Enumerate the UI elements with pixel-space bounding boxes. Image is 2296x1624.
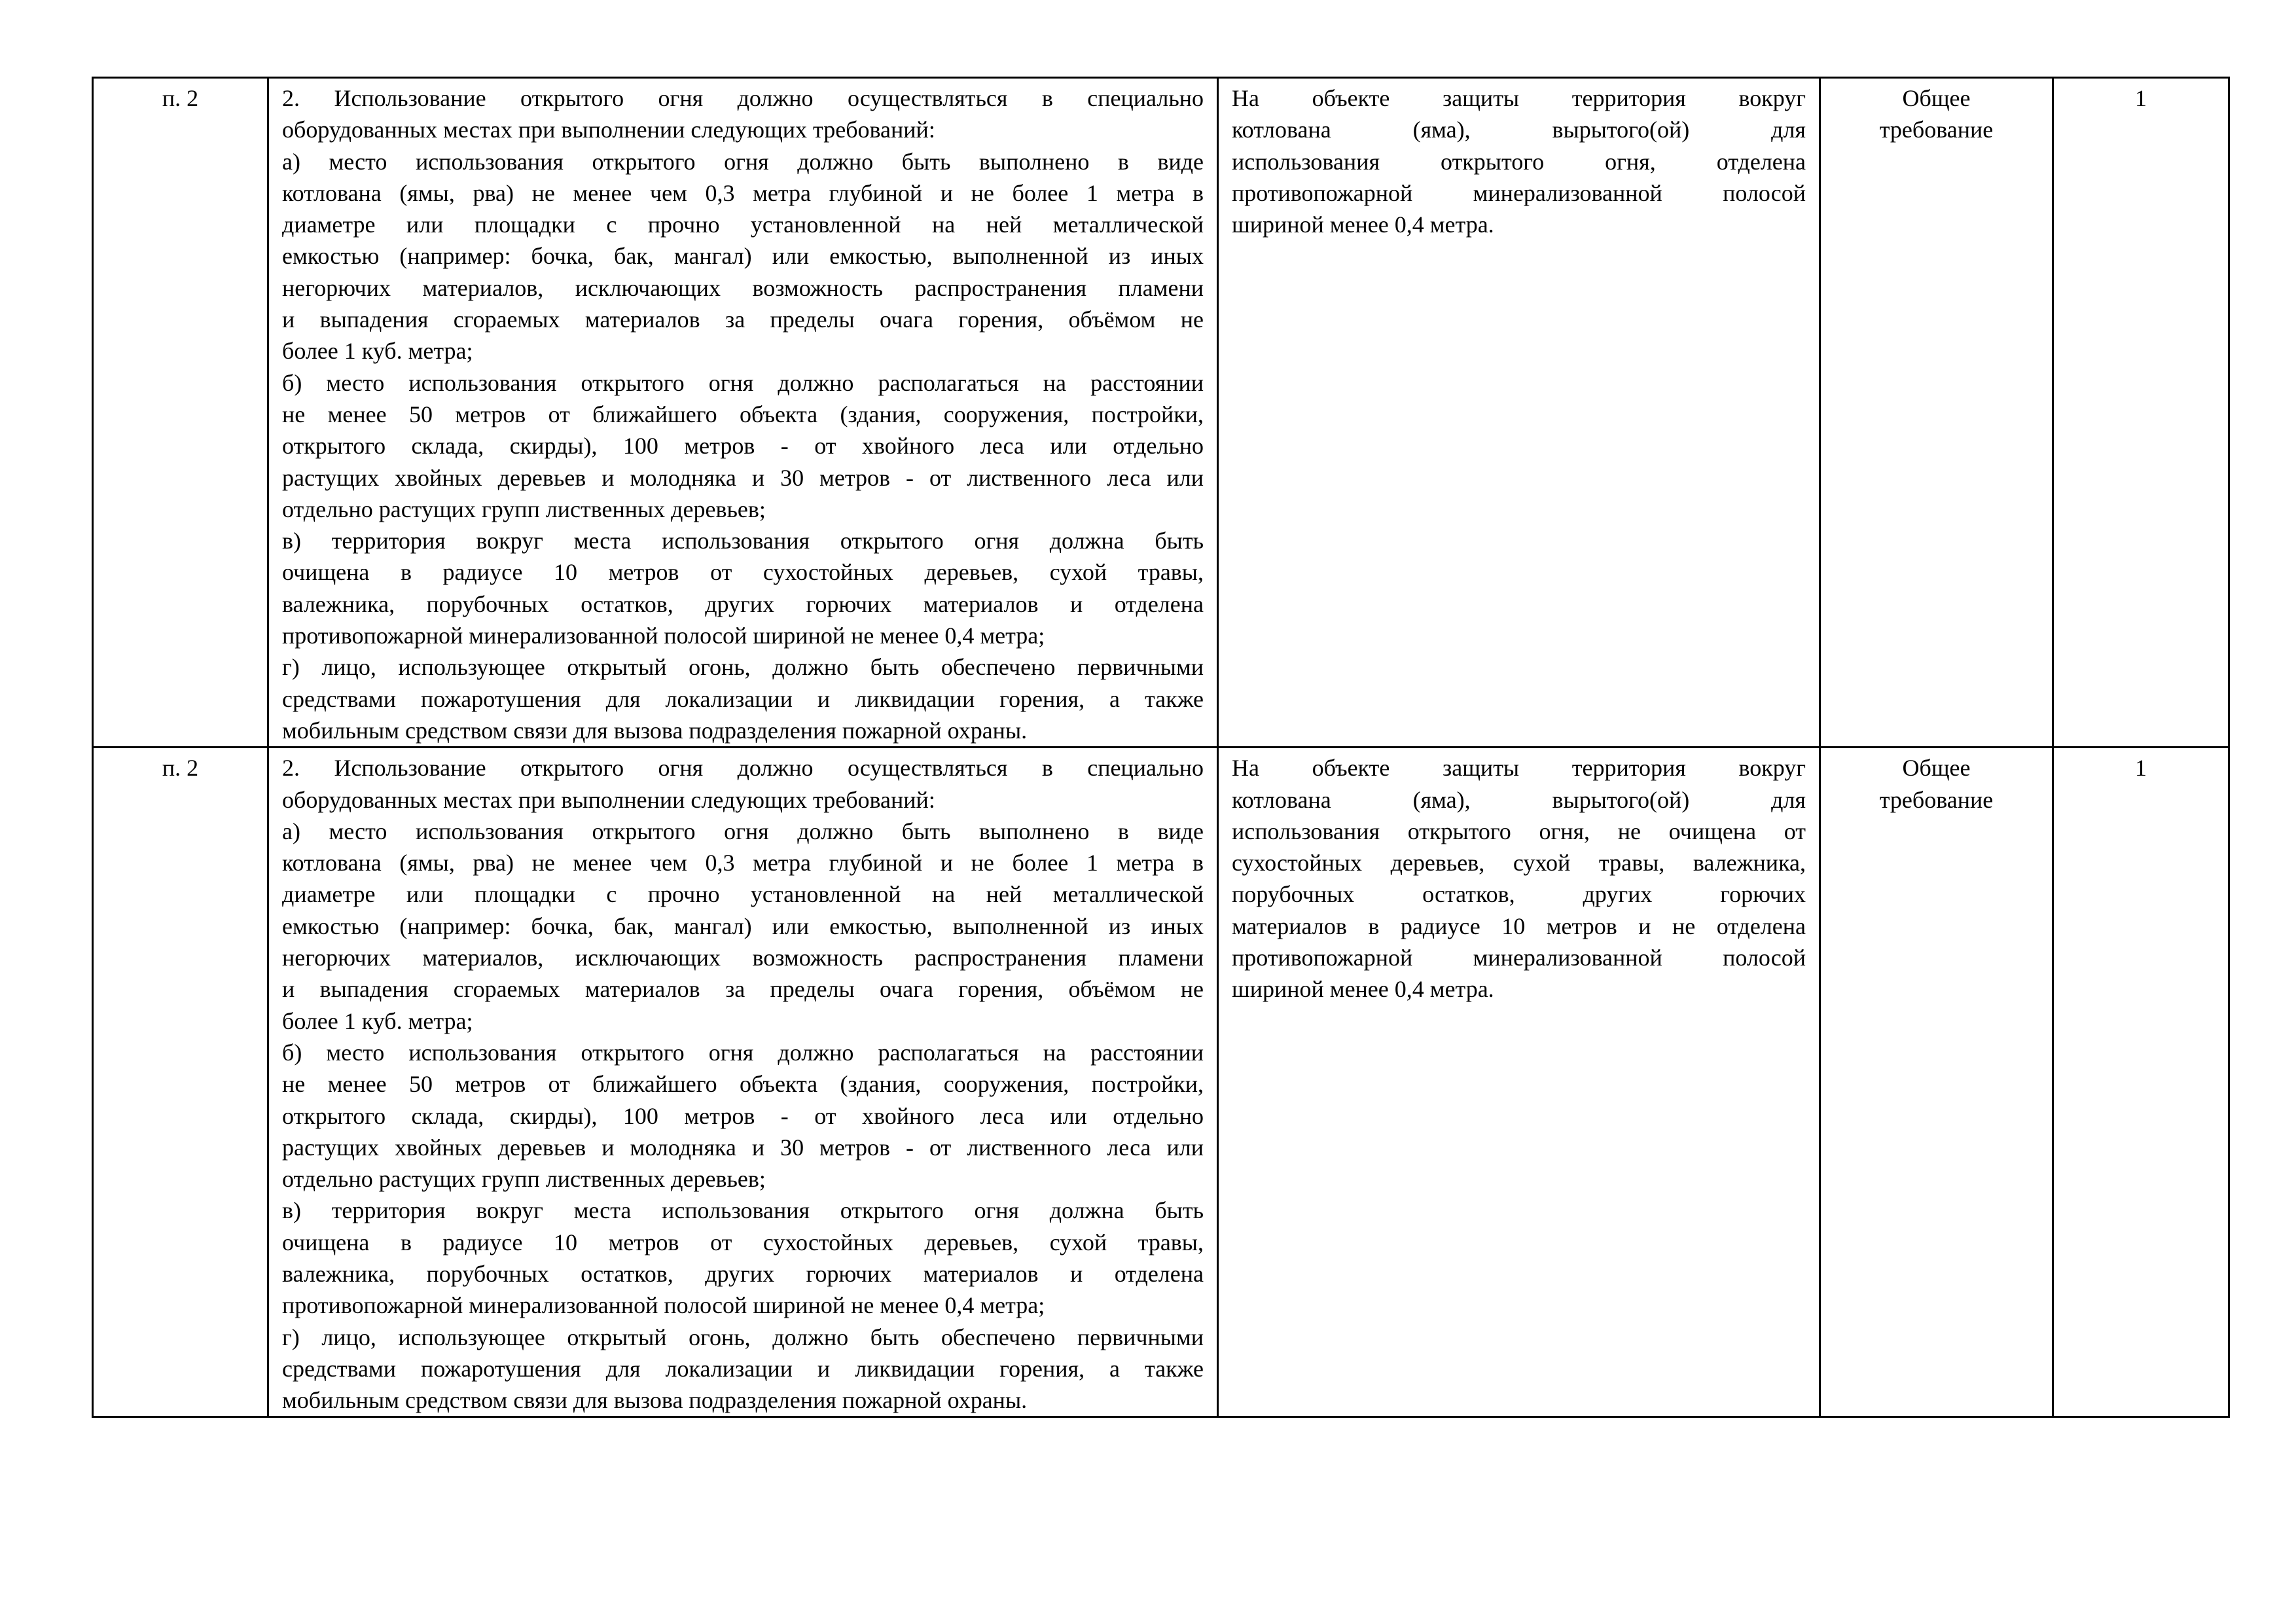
requirement-type-line: Общее xyxy=(1902,755,1971,782)
text-line: емкостью (например: бочка, бак, мангал) или емкостью, выполненной из иных xyxy=(282,912,1204,939)
text-line: мобильным средством связи для вызова подразделения пожарной охраны. xyxy=(282,1387,1028,1414)
text-line: противопожарной минерализованной полосой шириной не менее 0,4 метра; xyxy=(282,1292,1045,1319)
violation-line: котлована (яма), вырытого(ой) для xyxy=(1232,117,1806,143)
text-line: растущих хвойных деревьев и молодняка и 30 метров - от лиственного леса или xyxy=(282,1134,1204,1161)
violation-line: шириной менее 0,4 метра. xyxy=(1232,211,1494,238)
text-line: не менее 50 метров от ближайшего объекта (здания, сооружения, постройки, xyxy=(282,1071,1204,1098)
text-line: и выпадения сгораемых материалов за пределы очага горения, объёмом не xyxy=(282,306,1204,333)
text-line: б) место использования открытого огня должно располагаться на расстоянии xyxy=(282,369,1204,396)
text-line: открытого склада, скирды), 100 метров - от хвойного леса или отдельно xyxy=(282,433,1204,460)
text-line: растущих хвойных деревьев и молодняка и 30 метров - от лиственного леса или xyxy=(282,464,1204,491)
violation-line: На объекте защиты территория вокруг xyxy=(1232,755,1806,782)
text-line: 2. Использование открытого огня должно осуществляться в специально xyxy=(282,85,1204,111)
text-line: негорючих материалов, исключающих возможность распространения пламени xyxy=(282,945,1204,971)
violation-line: использования открытого огня, не очищена от xyxy=(1232,818,1806,844)
requirement-type-line: требование xyxy=(1879,786,1994,813)
violation-line: порубочных остатков, других горючих xyxy=(1232,881,1806,908)
text-line: а) место использования открытого огня должно быть выполнено в виде xyxy=(282,148,1204,175)
row-number: 1 xyxy=(2053,748,2229,1417)
violation-line: противопожарной минерализованной полосой xyxy=(1232,945,1806,971)
text-line: в) территория вокруг места использования открытого огня должна быть xyxy=(282,1197,1204,1224)
requirement-text xyxy=(268,78,1218,748)
text-line: отдельно растущих групп лиственных деревьев; xyxy=(282,496,766,522)
clause-reference: п. 2 xyxy=(93,78,268,748)
text-line: отдельно растущих групп лиственных деревьев; xyxy=(282,1166,766,1193)
requirements-table xyxy=(92,77,2230,1418)
text-line: не менее 50 метров от ближайшего объекта (здания, сооружения, постройки, xyxy=(282,401,1204,427)
text-line: 2. Использование открытого огня должно осуществляться в специально xyxy=(282,755,1204,782)
text-line: а) место использования открытого огня должно быть выполнено в виде xyxy=(282,818,1204,844)
text-line: более 1 куб. метра; xyxy=(282,338,473,365)
text-line: г) лицо, использующее открытый огонь, должно быть обеспечено первичными xyxy=(282,654,1204,681)
text-line: негорючих материалов, исключающих возможность распространения пламени xyxy=(282,274,1204,301)
text-line: средствами пожаротушения для локализации и ликвидации горения, а также xyxy=(282,685,1204,712)
violation-line: сухостойных деревьев, сухой травы, валежника, xyxy=(1232,850,1806,876)
text-line: в) территория вокруг места использования открытого огня должна быть xyxy=(282,528,1204,554)
requirement-type-line: Общее xyxy=(1902,85,1971,111)
text-line: емкостью (например: бочка, бак, мангал) или емкостью, выполненной из иных xyxy=(282,243,1204,270)
violation-line: материалов в радиусе 10 метров и не отделена xyxy=(1232,912,1806,939)
text-line: противопожарной минерализованной полосой шириной не менее 0,4 метра; xyxy=(282,623,1045,649)
violation-line: шириной менее 0,4 метра. xyxy=(1232,976,1494,1003)
requirement-type xyxy=(1820,748,2053,1417)
violation-description xyxy=(1218,78,1820,748)
text-line: оборудованных местах при выполнении следующих требований: xyxy=(282,117,935,143)
text-line: б) место использования открытого огня должно располагаться на расстоянии xyxy=(282,1039,1204,1066)
violation-description xyxy=(1218,748,1820,1417)
requirement-text xyxy=(268,748,1218,1417)
violation-line: противопожарной минерализованной полосой xyxy=(1232,179,1806,206)
text-line: валежника, порубочных остатков, других горючих материалов и отделена xyxy=(282,590,1204,617)
text-line: и выпадения сгораемых материалов за пределы очага горения, объёмом не xyxy=(282,976,1204,1003)
text-line: оборудованных местах при выполнении следующих требований: xyxy=(282,786,935,813)
row-number: 1 xyxy=(2053,78,2229,748)
requirement-type xyxy=(1820,78,2053,748)
text-line: г) лицо, использующее открытый огонь, должно быть обеспечено первичными xyxy=(282,1324,1204,1350)
text-line: диаметре или площадки с прочно установленной на ней металлической xyxy=(282,211,1204,238)
table-row xyxy=(93,748,2229,1417)
violation-line: использования открытого огня, отделена xyxy=(1232,148,1806,175)
text-line: диаметре или площадки с прочно установленной на ней металлической xyxy=(282,881,1204,908)
text-line: мобильным средством связи для вызова подразделения пожарной охраны. xyxy=(282,717,1028,744)
text-line: очищена в радиусе 10 метров от сухостойных деревьев, сухой травы, xyxy=(282,559,1204,586)
violation-line: На объекте защиты территория вокруг xyxy=(1232,85,1806,111)
violation-line: котлована (яма), вырытого(ой) для xyxy=(1232,786,1806,813)
text-line: открытого склада, скирды), 100 метров - от хвойного леса или отдельно xyxy=(282,1102,1204,1129)
text-line: более 1 куб. метра; xyxy=(282,1007,473,1034)
requirement-type-line: требование xyxy=(1879,117,1994,143)
table-row xyxy=(93,78,2229,748)
text-line: средствами пожаротушения для локализации и ликвидации горения, а также xyxy=(282,1355,1204,1382)
text-line: котлована (ямы, рва) не менее чем 0,3 метра глубиной и не более 1 метра в xyxy=(282,850,1204,876)
text-line: очищена в радиусе 10 метров от сухостойных деревьев, сухой травы, xyxy=(282,1229,1204,1255)
clause-reference: п. 2 xyxy=(93,748,268,1417)
text-line: валежника, порубочных остатков, других горючих материалов и отделена xyxy=(282,1260,1204,1287)
text-line: котлована (ямы, рва) не менее чем 0,3 метра глубиной и не более 1 метра в xyxy=(282,179,1204,206)
